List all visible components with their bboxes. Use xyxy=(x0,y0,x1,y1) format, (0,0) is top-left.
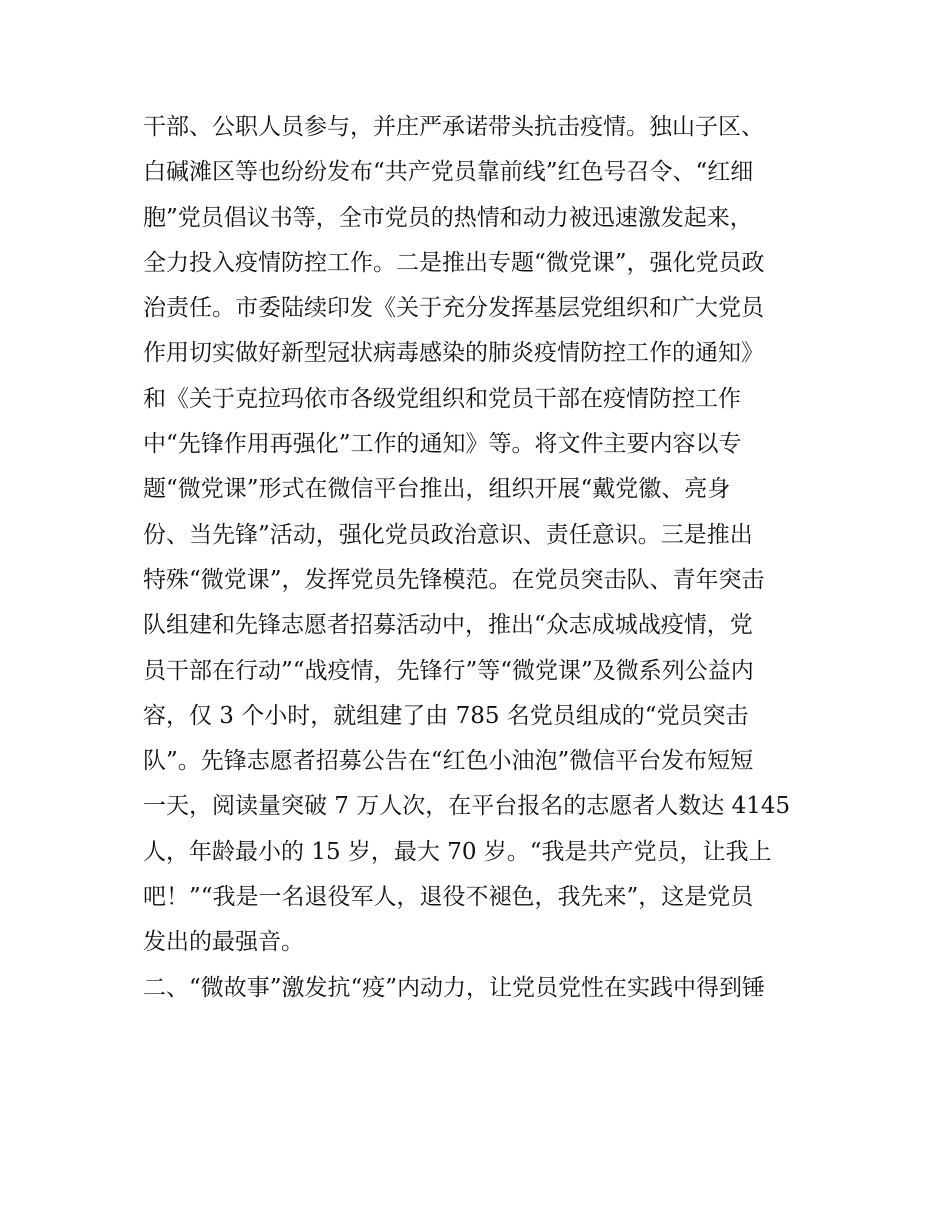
text-line-16: 一天，阅读量突破 7 万人次，在平台报名的志愿者人数达 4145 xyxy=(143,793,791,820)
text-line-2: 白碱滩区等也纷纷发布“共产党员靠前线”红色号召令、“红细 xyxy=(143,159,754,186)
text-line-3: 胞”党员倡议书等，全市党员的热情和动力被迅速激发起来， xyxy=(143,204,753,231)
text-line-15: 队”。先锋志愿者招募公告在“红色小油泡”微信平台发布短短 xyxy=(143,748,754,775)
text-line-5: 治责任。市委陆续印发《关于充分发挥基层党组织和广大党员 xyxy=(143,295,764,322)
text-line-17: 人，年龄最小的 15 岁，最大 70 岁。“我是共产党员，让我上 xyxy=(143,838,772,865)
text-line-6: 作用切实做好新型冠状病毒感染的肺炎疫情防控工作的通知》 xyxy=(143,340,764,367)
text-line-1: 干部、公职人员参与，并庄严承诺带头抗击疫情。独山子区、 xyxy=(143,114,764,140)
text-line-19: 发出的最强音。 xyxy=(143,929,304,956)
text-line-10: 份、当先锋”活动，强化党员政治意识、责任意识。三是推出 xyxy=(143,521,753,548)
text-line-7: 和《关于克拉玛依市各级党组织和党员干部在疫情防控工作 xyxy=(143,385,741,412)
text-line-14: 容，仅 3 个小时，就组建了由 785 名党员组成的“党员突击 xyxy=(143,702,749,729)
text-line-4: 全力投入疫情防控工作。二是推出专题“微党课”，强化党员政 xyxy=(143,249,765,276)
text-line-18: 吧！”“我是一名退役军人，退役不褪色，我先来”，这是党员 xyxy=(143,884,754,911)
text-line-13: 员干部在行动”“战疫情，先锋行”等“微党课”及微系列公益内 xyxy=(143,657,754,684)
section-heading-line: 二、“微故事”激发抗“疫”内动力，让党员党性在实践中得到锤 xyxy=(143,974,766,1001)
text-line-9: 题“微党课”形式在微信平台推出，组织开展“戴党徽、亮身 xyxy=(143,476,731,503)
text-line-11: 特殊“微党课”，发挥党员先锋模范。在党员突击队、青年突击 xyxy=(143,566,765,593)
body-text xyxy=(143,105,843,1011)
text-line-12: 队组建和先锋志愿者招募活动中，推出“众志成城战疫情，党 xyxy=(143,612,753,639)
text-line-8: 中“先锋作用再强化”工作的通知》等。将文件主要内容以专 xyxy=(143,431,742,458)
